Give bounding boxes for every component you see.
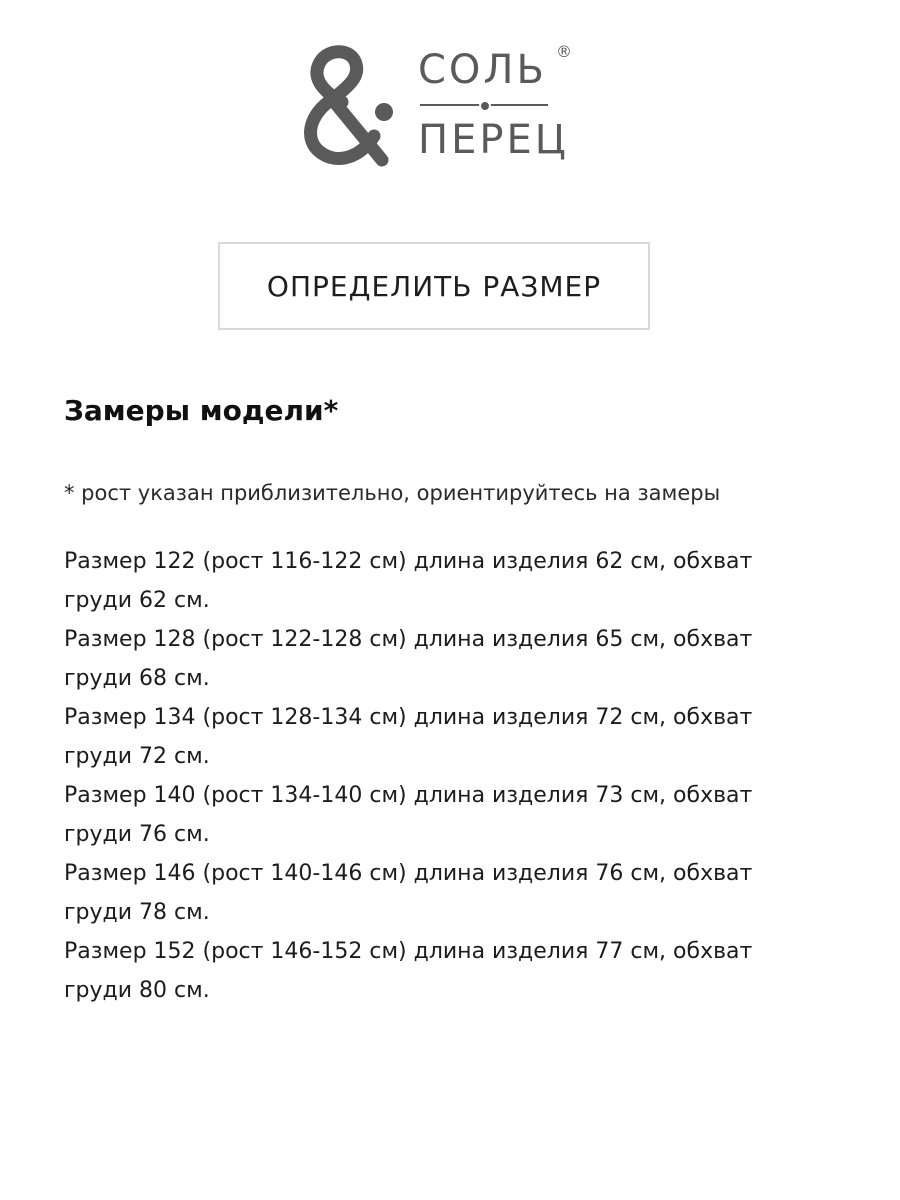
size-item: Размер 134 (рост 128-134 см) длина изделия 72 см, обхват груди 72 см. — [64, 705, 753, 769]
size-list — [64, 542, 824, 1010]
brand-name-top: СОЛЬ — [418, 47, 547, 93]
ampersand-logo-mark — [290, 40, 400, 170]
brand-wordmark — [418, 40, 590, 170]
brand-name-bottom: ПЕРЕЦ — [418, 117, 569, 163]
size-item: Размер 140 (рост 134-140 см) длина изделия 73 см, обхват груди 76 см. — [64, 783, 753, 847]
registered-mark: ® — [556, 42, 572, 61]
determine-size-button[interactable]: ОПРЕДЕЛИТЬ РАЗМЕР — [218, 242, 650, 330]
brand-logo — [290, 40, 590, 170]
size-item: Размер 122 (рост 116-122 см) длина изделия 62 см, обхват груди 62 см. — [64, 549, 753, 613]
size-item: Размер 152 (рост 146-152 см) длина изделия 77 см, обхват груди 80 см. — [64, 939, 753, 1003]
size-item: Размер 128 (рост 122-128 см) длина изделия 65 см, обхват груди 68 см. — [64, 627, 753, 691]
measurements-note: * рост указан приблизительно, ориентируйтесь на замеры — [64, 481, 721, 505]
size-item: Размер 146 (рост 140-146 см) длина изделия 76 см, обхват груди 78 см. — [64, 861, 753, 925]
measurements-section — [64, 392, 844, 1010]
measurements-heading: Замеры модели* — [64, 394, 339, 427]
logo-divider-dot — [479, 100, 491, 112]
